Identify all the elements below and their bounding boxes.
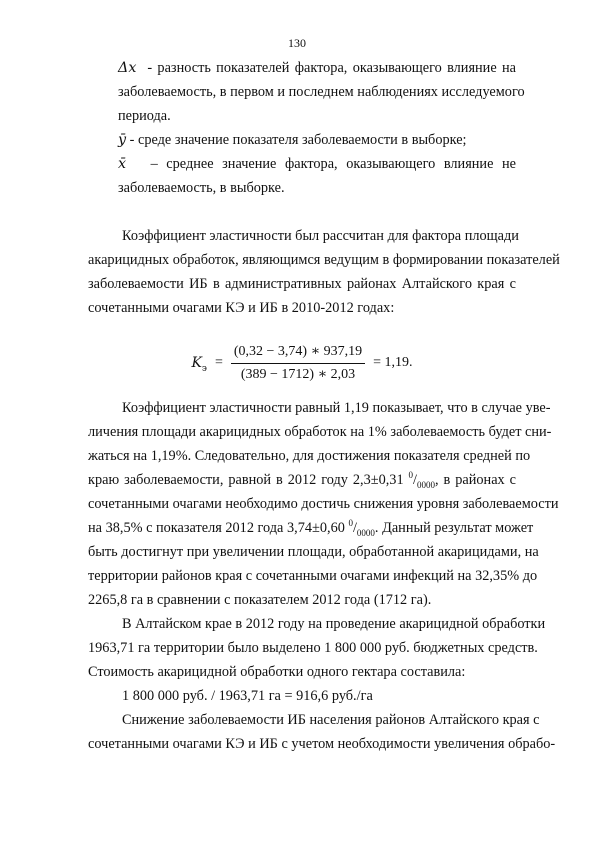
symbol-x-mean: x̄ [118,156,127,172]
definition-delta-x-line-1: Δx - разность показателей фактора, оказывающего влияние на [88,56,516,80]
para2-line-5: сочетанными очагами необходимо достичь снижения уровня заболеваемости [88,496,559,512]
definition-x-mean-line-1: x̄ – среднее значение фактора, оказывающего влияние не [88,152,516,176]
para2-line-1: Коэффициент эластичности равный 1,19 показывает, что в случае уве- [122,400,551,416]
formula-numerator: (0,32 − 3,74) ∗ 937,19 [231,343,365,364]
symbol-y-mean: ȳ [118,132,127,148]
formula-fraction [231,343,365,384]
page-number: 130 [288,36,306,50]
para2-line-2: личения площади акарицидных обработок на 1% заболеваемость будет сни- [88,424,552,440]
para1-line-3: заболеваемости ИБ в административных районах Алтайского края с [88,276,516,292]
formula-result: = 1,19. [373,355,413,370]
para2-line-7: быть достигнут при увеличении площади, обработанной акарицидами, на [88,544,539,560]
para1-line-4: сочетанными очагами КЭ и ИБ в 2010-2012 годах: [88,300,395,316]
para2-line-4: краю заболеваемости, равной в 2012 году 2,3±0,31 $^0/_{0000}$, в районах с [88,470,516,490]
para1-line-1: Коэффициент эластичности был рассчитан для фактора площади [122,228,519,244]
para4-line-1: Снижение заболеваемости ИБ населения районов Алтайского края с [122,712,540,728]
definition-x-mean-line-2: заболеваемость, в выборке. [118,180,285,196]
para4-line-2: сочетанными очагами КЭ и ИБ с учетом необходимости увеличения обрабо- [88,736,556,752]
para2-line-8: территории районов края с сочетанными очагами инфекций на 32,35% до [88,568,538,584]
definition-delta-x-line-2: заболеваемость, в первом и последнем наблюдениях исследуемого [118,84,525,100]
definition-delta-x-line-3: периода. [118,108,171,124]
para3-line-1: В Алтайском крае в 2012 году на проведение акарицидной обработки [122,616,546,632]
cost-calculation: 1 800 000 руб. / 1963,71 га = 916,6 руб./га [122,688,373,704]
para2-line-3: жаться на 1,19%. Следовательно, для достижения показателя средней по [88,448,531,464]
para2-line-6: на 38,5% с показателя 2012 года 3,74±0,60 $^0/_{0000}$. Данный результат может [88,518,534,538]
para3-line-2: 1963,71 га территории было выделено 1 800 000 руб. бюджетных средств. [88,640,538,656]
definition-y-mean: ȳ - среде значение показателя заболеваемости в выборке; [88,128,516,152]
para2-line-9: 2265,8 га в сравнении с показателем 2012 года (1712 га). [88,592,432,608]
formula-lhs: $K_э$ [191,355,207,374]
formula-equals: = [214,355,223,370]
elasticity-formula [88,342,516,384]
formula-denominator: (389 − 1712) ∗ 2,03 [240,366,356,382]
para3-line-3: Стоимость акарицидной обработки одного гектара составила: [88,664,466,680]
symbol-delta-x: Δx [118,60,137,76]
para1-line-2: акарицидных обработок, являющимся ведущим в формировании показателей [88,252,560,268]
